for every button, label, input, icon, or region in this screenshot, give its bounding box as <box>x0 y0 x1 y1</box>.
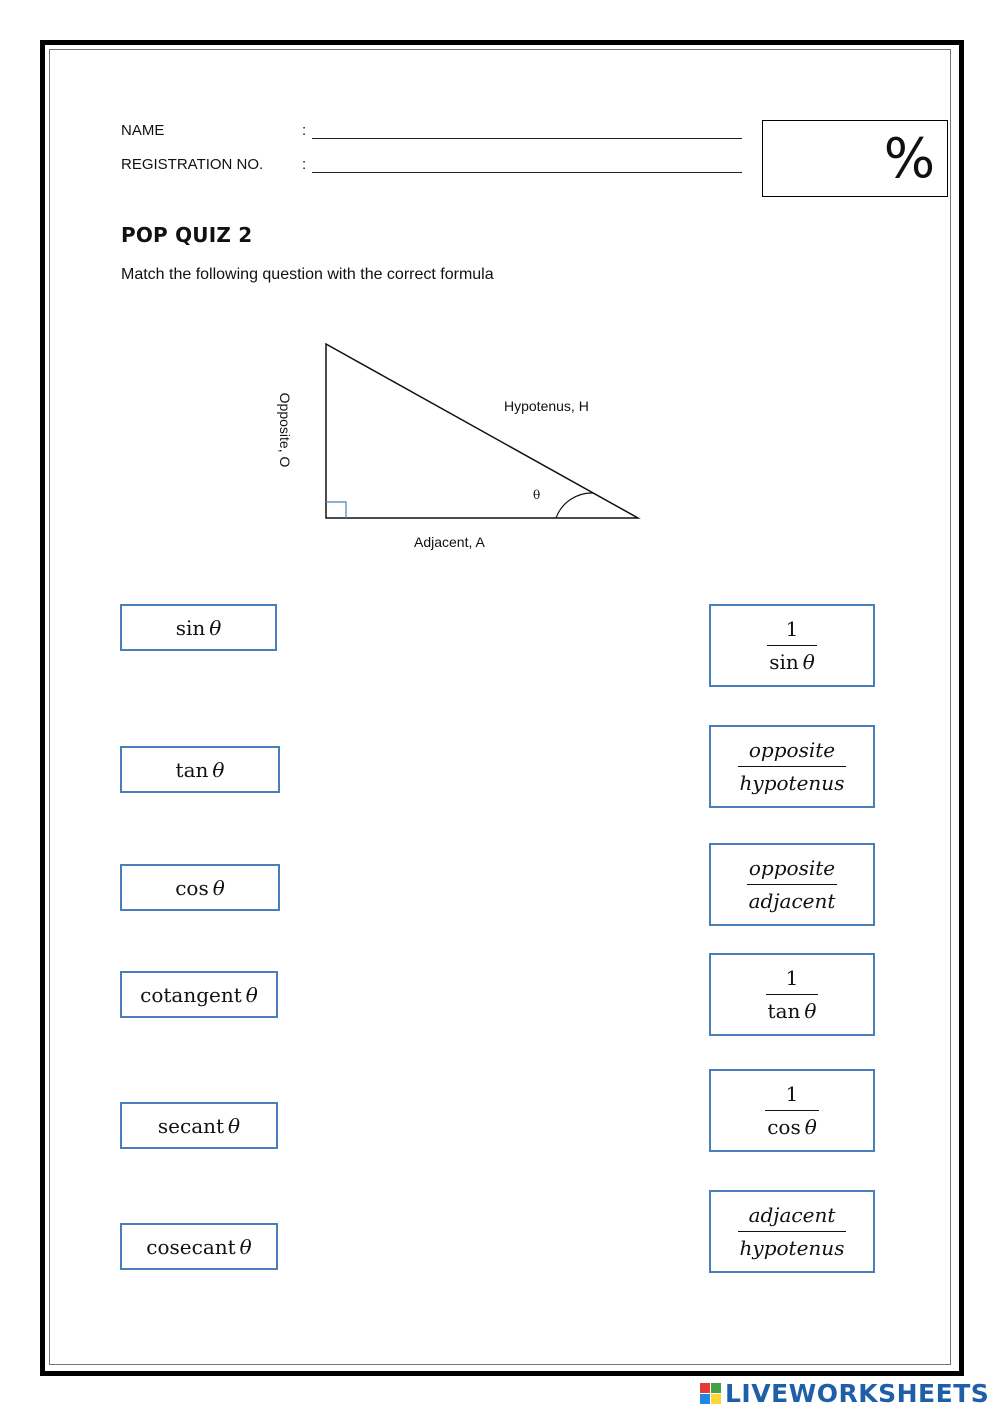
name-label: NAME <box>121 122 165 139</box>
question-card-cosecant[interactable] <box>120 1223 278 1270</box>
fraction <box>765 1082 819 1139</box>
question-text: cos <box>175 875 209 900</box>
quiz-title: POP QUIZ 2 <box>121 223 253 247</box>
opposite-label: Opposite, O <box>277 392 293 468</box>
formula-card-1-over-sin[interactable] <box>709 604 875 687</box>
name-field[interactable] <box>312 138 742 139</box>
formula-card-1-over-tan[interactable] <box>709 953 875 1036</box>
question-text: cotangent <box>140 982 242 1007</box>
formula-card-opposite-over-hypotenus[interactable] <box>709 725 875 808</box>
denominator: hypotenus <box>738 1231 847 1260</box>
question-card-cos[interactable] <box>120 864 280 911</box>
formula-card-1-over-cos[interactable] <box>709 1069 875 1152</box>
question-card-sin[interactable] <box>120 604 277 651</box>
question-text: tan <box>175 757 209 782</box>
numerator: 1 <box>785 1082 799 1106</box>
name-colon: : <box>302 122 307 139</box>
denominator: sin θ <box>767 645 817 674</box>
registration-label: REGISTRATION NO. <box>121 156 264 173</box>
angle-arc <box>556 493 593 518</box>
denominator: cos θ <box>765 1110 819 1139</box>
fraction <box>738 1203 847 1260</box>
right-angle-marker <box>326 502 346 518</box>
theta-symbol: θ <box>245 982 258 1007</box>
formula-card-adjacent-over-hypotenus[interactable] <box>709 1190 875 1273</box>
triangle-shape <box>326 344 638 518</box>
fraction <box>767 617 817 674</box>
numerator: opposite <box>748 856 836 880</box>
fraction <box>766 966 819 1023</box>
formula-card-opposite-over-adjacent[interactable] <box>709 843 875 926</box>
registration-field[interactable] <box>312 172 742 173</box>
denominator: adjacent <box>747 884 838 913</box>
registration-colon: : <box>302 156 307 173</box>
denominator: tan θ <box>766 994 819 1023</box>
question-text: secant <box>157 1113 225 1138</box>
hypotenuse-label: Hypotenus, H <box>504 398 589 414</box>
score-box[interactable] <box>762 120 948 197</box>
quiz-instruction: Match the following question with the correct formula <box>121 266 494 283</box>
logo-mark-icon <box>700 1383 721 1404</box>
numerator: opposite <box>748 738 836 762</box>
right-triangle-diagram <box>260 330 660 560</box>
theta-symbol: θ <box>239 1234 252 1259</box>
theta-label: θ <box>533 488 541 502</box>
fraction <box>747 856 838 913</box>
question-text: cosecant <box>146 1234 236 1259</box>
numerator: 1 <box>785 966 799 990</box>
question-text: sin <box>175 615 206 640</box>
question-card-tan[interactable] <box>120 746 280 793</box>
theta-symbol: θ <box>212 875 225 900</box>
question-card-secant[interactable] <box>120 1102 278 1149</box>
percent-sign: % <box>883 127 935 190</box>
denominator: hypotenus <box>738 766 847 795</box>
theta-symbol: θ <box>209 615 222 640</box>
question-card-cotangent[interactable] <box>120 971 278 1018</box>
liveworksheets-logo[interactable] <box>700 1378 989 1408</box>
numerator: adjacent <box>748 1203 836 1227</box>
theta-symbol: θ <box>228 1113 241 1138</box>
adjacent-label: Adjacent, A <box>414 534 485 550</box>
fraction <box>738 738 847 795</box>
logo-text: LIVEWORKSHEETS <box>725 1378 990 1408</box>
numerator: 1 <box>785 617 799 641</box>
theta-symbol: θ <box>212 757 225 782</box>
